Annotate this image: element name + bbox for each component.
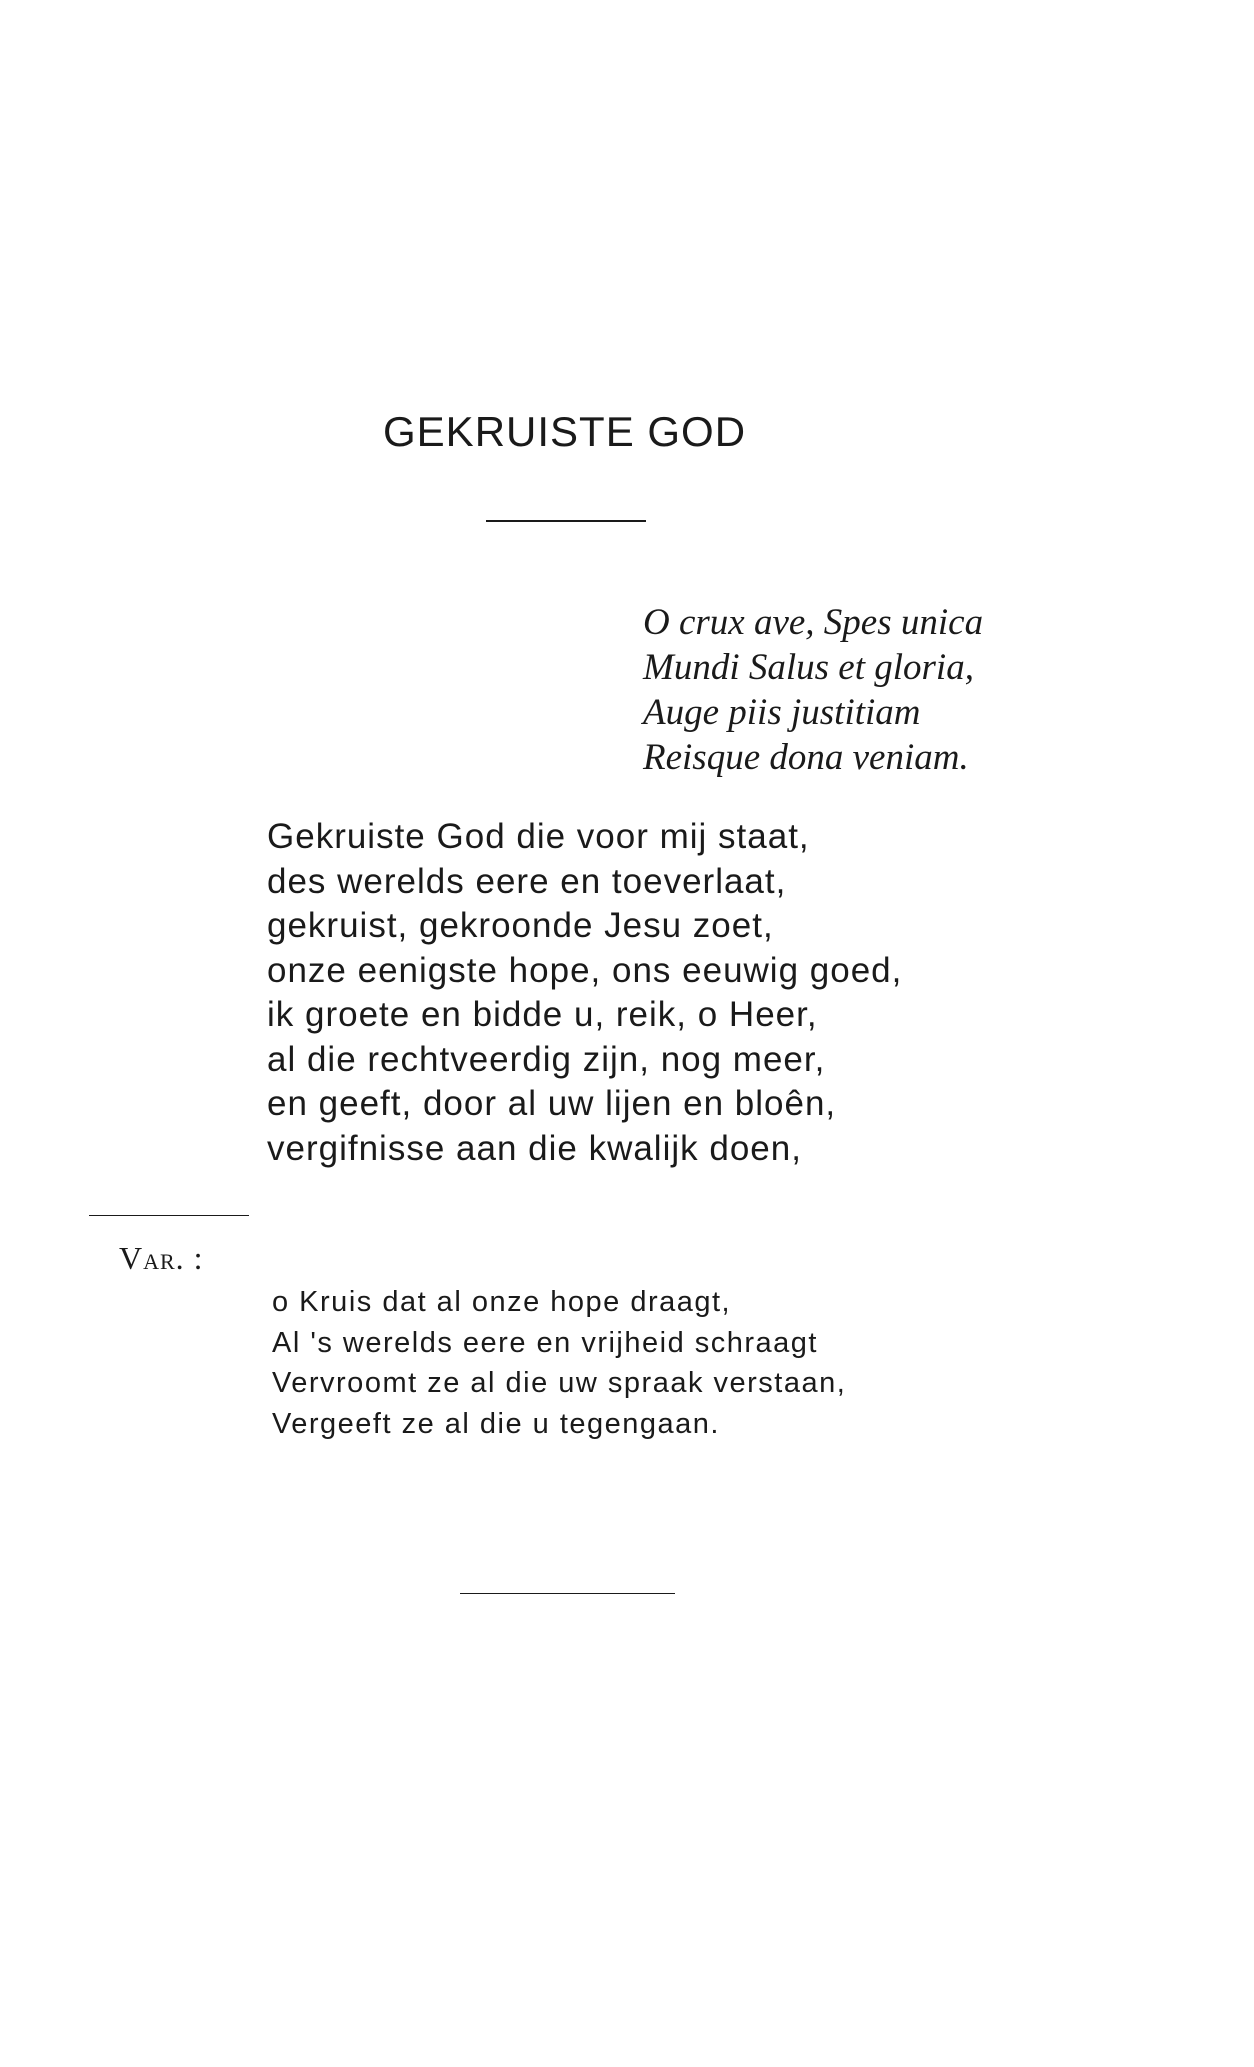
poem-line: Gekruiste God die voor mij staat, [267,817,810,856]
epigraph-line: Reisque dona veniam. [643,737,969,778]
epigraph-line: O crux ave, Spes unica [643,602,984,643]
title-divider [486,520,646,522]
epigraph-line: Mundi Salus et gloria, [643,647,974,688]
page-title: GEKRUISTE GOD [383,408,747,455]
poem-line: en geeft, door al uw lijen en bloên, [267,1084,837,1123]
variant-line: Vervroomt ze al die uw spraak verstaan, [272,1367,847,1399]
variant-lines [272,1282,846,1444]
end-divider [460,1593,675,1594]
poem-line: des werelds eere en toeverlaat, [267,861,787,901]
poem-line: ik groete en bidde u, reik, o Heer, [267,995,818,1034]
latin-epigraph [643,600,983,780]
variant-line: o Kruis dat al onze hope draagt, [272,1286,732,1318]
epigraph-line: Auge piis justitiam [643,692,921,733]
variant-line: Al 's werelds eere en vrijheid schraagt [272,1326,818,1359]
variant-label: Var. : [119,1240,204,1276]
poem-stanza [267,815,902,1171]
variant-line: Vergeeft ze al die u tegengaan. [272,1407,720,1440]
footnote-divider [89,1215,249,1216]
poem-line: onze eenigste hope, ons eeuwig goed, [267,950,903,990]
poem-line: vergifnisse aan die kwalijk doen, [267,1128,802,1168]
poem-line: gekruist, gekroonde Jesu zoet, [267,906,774,945]
poem-line: al die rechtveerdig zijn, nog meer, [267,1039,826,1079]
